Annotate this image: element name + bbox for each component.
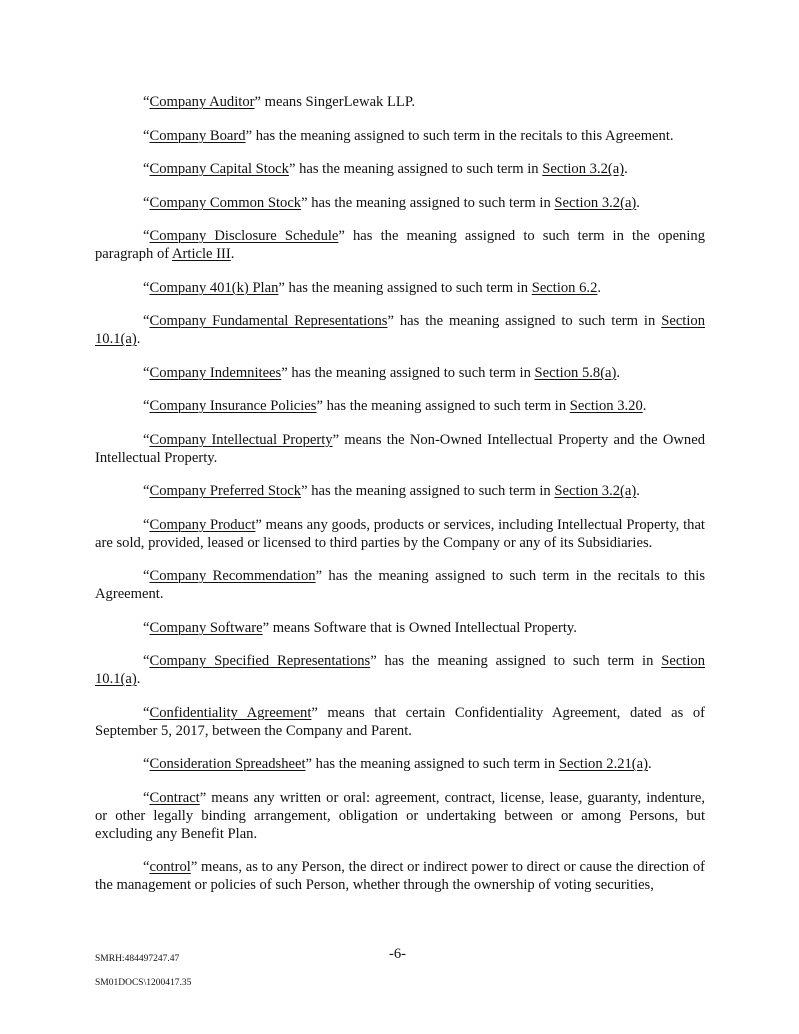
defined-term: Consideration Spreadsheet (149, 756, 306, 772)
definition-paragraph (95, 704, 705, 740)
definition-text: . (648, 756, 652, 772)
definition-text: ” has the meaning assigned to such term in (278, 279, 532, 296)
defined-term: Company Product (149, 516, 256, 533)
definition-text: ” has the meaning assigned to such term in (288, 161, 543, 177)
definition-paragraph (95, 397, 705, 415)
cross-reference: Section 3.20 (569, 398, 643, 414)
open-quote: “ (143, 313, 150, 329)
open-quote: “ (143, 364, 150, 381)
footer-doc-id-secondary: SM01DOCS\1200417.35 (95, 978, 192, 988)
defined-term: Company Intellectual Property (149, 431, 333, 448)
definitions-list (95, 93, 705, 894)
definition-text: . (642, 398, 647, 414)
cross-reference: Section 6.2 (531, 279, 598, 296)
definition-text: . (636, 483, 640, 499)
open-quote: “ (143, 279, 150, 296)
cross-reference: Section 3.2(a) (554, 194, 637, 211)
definition-text: ” has the meaning assigned to such term in the recitals to this Agreement. (95, 568, 705, 602)
definition-text: . (136, 331, 141, 347)
open-quote: “ (143, 431, 150, 448)
definition-text: . (636, 194, 640, 211)
definition-paragraph (95, 516, 705, 552)
page-number: -6- (389, 946, 407, 962)
open-quote: “ (143, 619, 150, 636)
defined-term: Company Disclosure Schedule (149, 228, 339, 244)
definition-text: ” has the meaning assigned to such term in (301, 194, 555, 211)
definition-text: ” has the meaning assigned to such term in (281, 364, 535, 381)
defined-term: Company Fundamental Representations (149, 313, 388, 329)
definition-text: ” has the meaning assigned to such term in the recitals to this Agreement. (245, 127, 674, 144)
definition-paragraph (95, 312, 705, 348)
definition-text: ” means SingerLewak LLP. (254, 94, 415, 110)
defined-term: Company Indemnitees (149, 364, 282, 381)
cross-reference: Section 5.8(a) (534, 364, 617, 381)
definition-text: . (136, 671, 141, 687)
definition-paragraph (95, 755, 705, 773)
defined-term: Company Common Stock (149, 194, 302, 211)
open-quote: “ (143, 653, 150, 669)
open-quote: “ (143, 859, 150, 875)
definition-text: ” means any goods, products or services, including Intellectual Property, that are sold, provided, leased or licensed to third parties by the Company or any of its Subsidiaries. (95, 516, 705, 551)
definition-paragraph (95, 364, 705, 382)
definition-paragraph (95, 194, 705, 212)
open-quote: “ (143, 704, 150, 721)
definition-text: ” means the Non-Owned Intellectual Property and the Owned Intellectual Property. (95, 431, 705, 466)
open-quote: “ (143, 398, 150, 414)
definition-text: ” has the meaning assigned to such term in (305, 756, 559, 772)
defined-term: Company Capital Stock (149, 161, 289, 177)
open-quote: “ (143, 789, 150, 806)
definition-text: . (230, 246, 235, 262)
cross-reference: Section 10.1(a) (95, 653, 705, 687)
defined-term: Company Insurance Policies (149, 398, 317, 414)
definition-paragraph (95, 93, 705, 111)
definition-paragraph (95, 482, 705, 500)
open-quote: “ (143, 516, 150, 533)
definition-text: ” has the meaning assigned to such term in (387, 313, 662, 329)
defined-term: Company Preferred Stock (149, 483, 302, 499)
open-quote: “ (143, 756, 150, 772)
definition-paragraph (95, 127, 705, 145)
definition-text: ” has the meaning assigned to such term in the opening paragraph of (95, 228, 705, 262)
definition-text: ” has the meaning assigned to such term in (301, 483, 555, 499)
cross-reference: Section 3.2(a) (542, 161, 625, 177)
defined-term: Confidentiality Agreement (149, 704, 312, 721)
definition-paragraph (95, 652, 705, 688)
defined-term: Company Software (149, 619, 263, 636)
definition-text: ” means any written or oral: agreement, contract, license, lease, guaranty, indenture, or other legally binding arrangement, obligation or undertaking between or among Persons, but excluding any Benefit Plan. (95, 789, 705, 842)
definition-text: ” means that certain Confidentiality Agreement, dated as of September 5, 2017, between the Company and Parent. (95, 704, 705, 739)
definition-paragraph (95, 160, 705, 178)
open-quote: “ (143, 228, 150, 244)
open-quote: “ (143, 94, 150, 110)
cross-reference: Section 10.1(a) (95, 313, 705, 347)
defined-term: control (149, 859, 191, 875)
definition-text: ” has the meaning assigned to such term in (370, 653, 662, 669)
defined-term: Company Specified Representations (149, 653, 371, 669)
cross-reference: Section 3.2(a) (554, 483, 637, 499)
definition-paragraph (95, 431, 705, 467)
footer-doc-id: SMRH:484497247.47 (95, 954, 180, 964)
definition-paragraph (95, 279, 705, 297)
definition-text: ” has the meaning assigned to such term in (316, 398, 570, 414)
definition-text: ” means, as to any Person, the direct or indirect power to direct or cause the direction of the management or policies of such Person, whether through the ownership of voting securities, (95, 859, 705, 893)
definition-paragraph (95, 227, 705, 263)
cross-reference: Article III (172, 246, 231, 262)
defined-term: Contract (149, 789, 200, 806)
definition-text: . (597, 279, 602, 296)
defined-term: Company Auditor (149, 94, 255, 110)
definition-paragraph (95, 789, 705, 843)
definition-paragraph (95, 619, 705, 637)
definition-paragraph (95, 858, 705, 894)
definition-paragraph (95, 567, 705, 603)
cross-reference: Section 2.21(a) (558, 756, 649, 772)
open-quote: “ (143, 127, 150, 144)
definition-text: . (616, 364, 621, 381)
definition-text: . (624, 161, 628, 177)
open-quote: “ (143, 568, 150, 584)
open-quote: “ (143, 161, 150, 177)
open-quote: “ (143, 194, 150, 211)
definition-text: ” means Software that is Owned Intellectual Property. (262, 619, 577, 636)
open-quote: “ (143, 483, 150, 499)
defined-term: Company Board (149, 127, 246, 144)
defined-term: Company 401(k) Plan (149, 279, 279, 296)
defined-term: Company Recommendation (149, 568, 316, 584)
